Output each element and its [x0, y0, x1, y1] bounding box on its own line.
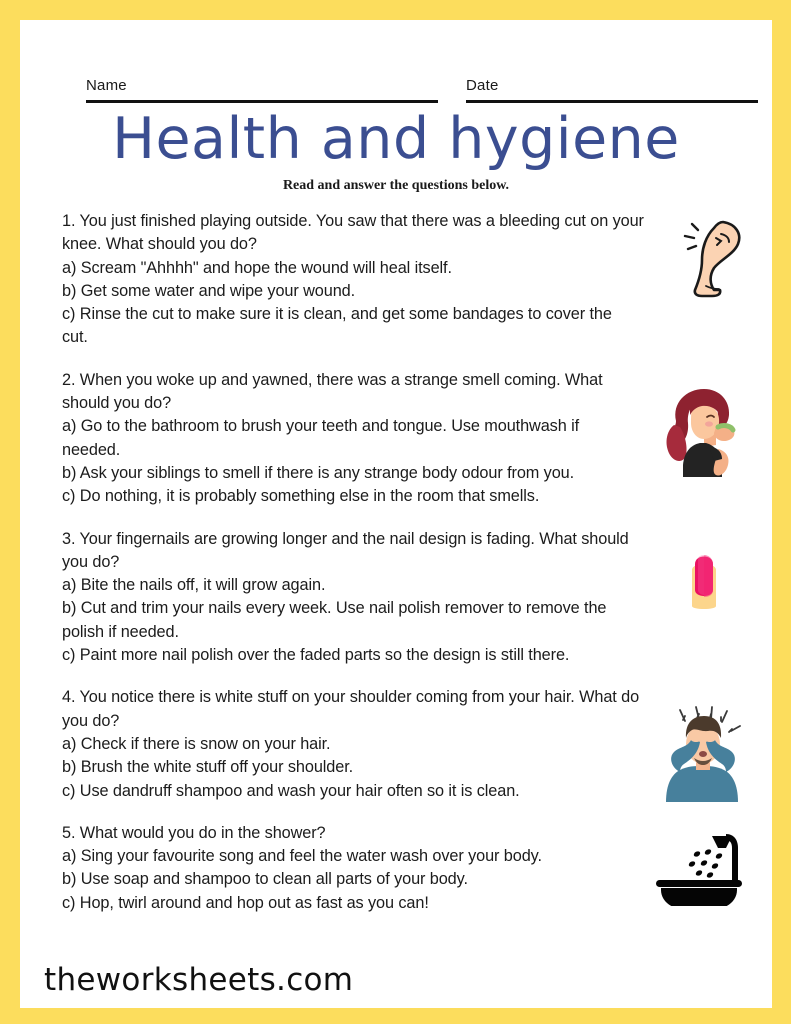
woman-checking-breath-illustration — [660, 381, 744, 484]
site-footer: theworksheets.com — [44, 962, 354, 998]
question-block-1 — [62, 210, 752, 350]
question-line: a) Bite the nails off, it will grow again. — [62, 576, 326, 595]
man-scratching-head-dandruff-illustration — [654, 704, 752, 809]
page-title: Health and hygiene — [112, 106, 680, 172]
question-block-4 — [62, 686, 752, 802]
question-line: knee. What should you do? — [62, 235, 257, 254]
question-line: a) Scream "Ahhhh" and hope the wound will heal itself. — [62, 258, 452, 277]
question-5-text — [62, 822, 662, 915]
question-line: c) Paint more nail polish over the faded parts so the design is still there. — [62, 646, 570, 665]
question-line: c) Hop, twirl around and hop out as fast as you can! — [62, 893, 429, 912]
question-block-2 — [62, 369, 752, 509]
page-subtitle: Read and answer the questions below. — [282, 178, 510, 193]
question-4-text — [62, 686, 722, 802]
worksheet-page — [20, 20, 772, 1008]
question-line: a) Sing your favourite song and feel the water wash over your body. — [62, 847, 542, 866]
question-line: b) Ask your siblings to smell if there is any strange body odour from you. — [62, 463, 575, 482]
question-line: needed. — [62, 440, 121, 459]
question-line: you do? — [62, 711, 120, 730]
question-3-text — [62, 528, 722, 668]
question-line: cut. — [62, 328, 88, 347]
bathtub-shower-illustration — [652, 830, 746, 911]
question-1-text — [62, 210, 722, 350]
question-line: c) Use dandruff shampoo and wash your hair often so it is clean. — [62, 781, 520, 800]
question-2-text — [62, 369, 682, 509]
header-fields — [20, 75, 772, 109]
date-label: Date — [466, 77, 499, 94]
question-line: b) Brush the white stuff off your shoulder. — [62, 758, 354, 777]
question-line: b) Get some water and wipe your wound. — [62, 281, 356, 300]
question-line: c) Rinse the cut to make sure it is clean, and get some bandages to cover the — [62, 305, 612, 324]
question-block-5 — [62, 822, 752, 915]
name-label: Name — [86, 77, 127, 94]
question-line: 2. When you woke up and yawned, there was a strange smell coming. What — [62, 370, 603, 389]
question-line: polish if needed. — [62, 622, 179, 641]
question-line: should you do? — [62, 394, 172, 413]
question-block-3 — [62, 528, 752, 668]
question-line: 5. What would you do in the shower? — [62, 823, 326, 842]
question-line: a) Go to the bathroom to brush your teeth and tongue. Use mouthwash if — [62, 417, 580, 436]
question-line: 4. You notice there is white stuff on your shoulder coming from your hair. What do — [62, 688, 640, 707]
question-line: c) Do nothing, it is probably something else in the room that smells. — [62, 487, 540, 506]
question-line: b) Use soap and shampoo to clean all parts of your body. — [62, 870, 468, 889]
injured-knee-illustration — [676, 216, 750, 307]
question-line: you do? — [62, 552, 120, 571]
painted-fingernail-illustration — [682, 550, 726, 617]
name-field[interactable] — [86, 75, 438, 103]
question-line: 1. You just finished playing outside. You saw that there was a bleeding cut on your — [62, 212, 644, 230]
question-line: a) Check if there is snow on your hair. — [62, 734, 331, 753]
date-field[interactable] — [466, 75, 758, 103]
question-line: 3. Your fingernails are growing longer and the nail design is fading. What should — [62, 529, 629, 548]
question-line: b) Cut and trim your nails every week. Use nail polish remover to remove the — [62, 599, 607, 618]
questions-area — [62, 210, 752, 934]
